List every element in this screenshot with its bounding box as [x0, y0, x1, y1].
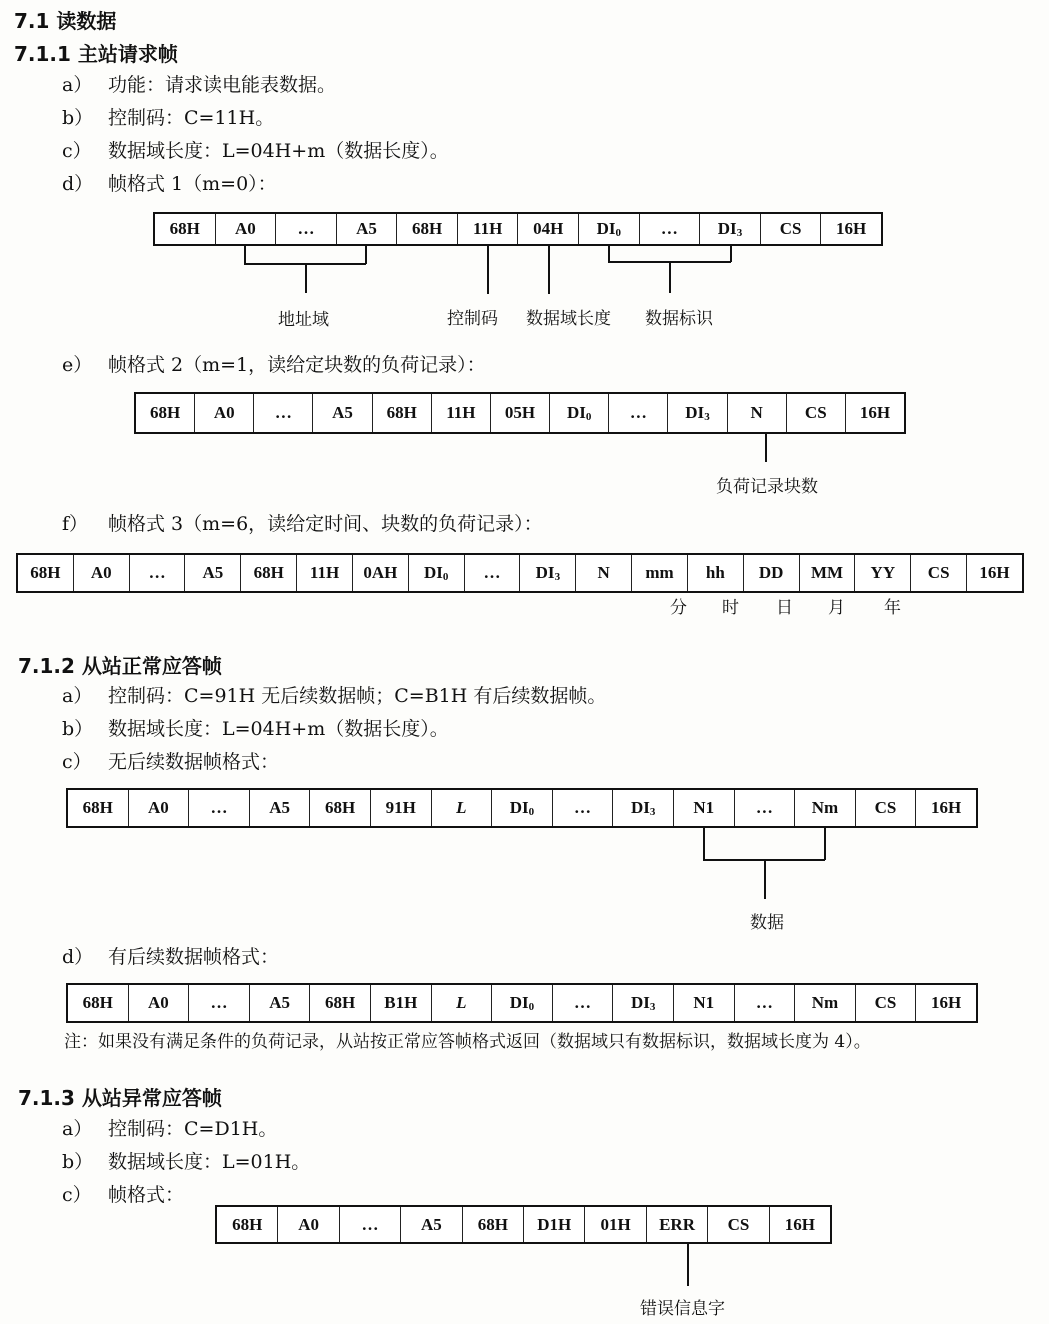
frame-cell: 68H	[396, 214, 457, 244]
frame-cell: DI $_0$	[491, 985, 552, 1021]
addr-field-caption: 地址域	[278, 310, 329, 330]
frame-cell: 16H	[966, 555, 1022, 591]
frame-cell: 68H	[309, 790, 370, 826]
data-id-caption: 数据标识	[645, 309, 713, 329]
frame-cell: 16H	[845, 394, 904, 432]
frame-cell: A0	[128, 985, 189, 1021]
frame-cell: …	[339, 1207, 400, 1242]
frame-format-2	[134, 392, 906, 434]
frame-cell: YY	[854, 555, 910, 591]
frame-cell: 16H	[820, 214, 881, 244]
frame-cell: L	[431, 985, 492, 1021]
frame-cell: A5	[184, 555, 240, 591]
frame-cell: 16H	[769, 1207, 830, 1242]
frame-cell: …	[188, 985, 249, 1021]
frame-cell: MM	[799, 555, 855, 591]
frame-cell: ERR	[646, 1207, 707, 1242]
frame-cell: A0	[215, 214, 276, 244]
frame-cell: 68H	[82, 798, 113, 817]
frame-cell: 16H	[915, 790, 976, 826]
frame-no-followup	[66, 788, 978, 828]
error-info-caption: 错误信息字	[640, 1299, 725, 1319]
frame2-connector	[765, 432, 767, 462]
section-7-1-3-title: 7.1.3 从站异常应答帧	[18, 1086, 222, 1110]
frame-cell: D1H	[523, 1207, 584, 1242]
frame-cell: N1	[673, 790, 734, 826]
frame-cell: …	[639, 214, 700, 244]
list-item: b） 控制码：C=11H。	[62, 107, 275, 129]
load-record-blocks-caption: 负荷记录块数	[716, 477, 818, 497]
frame-cell: CS	[910, 555, 966, 591]
ctrl-code-caption: 控制码	[447, 309, 498, 329]
list-item: e） 帧格式 2（m=1，读给定块数的负荷记录）：	[62, 354, 486, 376]
frame-cell: A0	[194, 394, 253, 432]
frame-cell: DI $_3$	[612, 985, 673, 1021]
frame-cell: 05H	[490, 394, 549, 432]
frame-cell: hh	[687, 555, 743, 591]
frame-cell: 11H	[457, 214, 518, 244]
list-item: f） 帧格式 3（m=6，读给定时间、块数的负荷记录）：	[62, 513, 543, 535]
frame-cell: 68H	[372, 394, 431, 432]
frame-cell: 91H	[370, 790, 431, 826]
frame-cell: 68H	[149, 403, 181, 422]
frame-cell: 68H	[232, 1214, 263, 1234]
frame-cell: 68H	[309, 985, 370, 1021]
frame-cell: CS	[855, 985, 916, 1021]
frame-cell: 68H	[462, 1207, 523, 1242]
frame-cell: …	[552, 790, 613, 826]
frame-cell: DI $_0$	[491, 790, 552, 826]
frame-cell: …	[253, 394, 312, 432]
frame-cell: Nm	[794, 985, 855, 1021]
frame-cell: 04H	[517, 214, 578, 244]
list-item: a） 控制码：C=D1H。	[62, 1118, 278, 1140]
section-7-1-1-title: 7.1.1 主站请求帧	[14, 42, 178, 66]
list-item: a） 功能：请求读电能表数据。	[62, 74, 337, 96]
list-item: d） 有后续数据帧格式：	[62, 946, 280, 968]
frame-cell: CS	[760, 214, 821, 244]
frame-cell: CS	[855, 790, 916, 826]
frame-cell: CS	[707, 1207, 768, 1242]
frame-cell: Nm	[794, 790, 855, 826]
frame-cell: B1H	[370, 985, 431, 1021]
frame-cell: DI $_0$	[408, 555, 464, 591]
section-7-1-title: 7.1 读数据	[14, 9, 117, 33]
frame-cell: DI $_0$	[549, 394, 608, 432]
frame-cell: DI $_3$	[519, 555, 575, 591]
frame-cell: 01H	[584, 1207, 645, 1242]
frame-cell: …	[275, 214, 336, 244]
frame-cell: DI $_3$	[667, 394, 726, 432]
frame-cell: 68H	[169, 219, 200, 238]
frame-cell: 0AH	[352, 555, 408, 591]
time-caption-month: 月	[828, 598, 845, 618]
list-item: b） 数据域长度：L=01H。	[62, 1151, 311, 1173]
frame-cell: A5	[249, 985, 310, 1021]
frame-abnormal-reply	[215, 1205, 832, 1244]
frame-cell: 11H	[296, 555, 352, 591]
time-caption-minute: 分	[670, 598, 687, 618]
frame-cell: A0	[73, 555, 129, 591]
frame-format-3	[16, 553, 1024, 593]
frame-cell: A5	[336, 214, 397, 244]
frame-cell: …	[734, 790, 795, 826]
time-caption-hour: 时	[722, 598, 739, 618]
frame-cell: DI $_3$	[612, 790, 673, 826]
list-item: a） 控制码：C=91H 无后续数据帧；C=B1H 有后续数据帧。	[62, 685, 607, 707]
time-caption-year: 年	[884, 598, 901, 618]
frame-with-followup	[66, 983, 978, 1023]
note-text: 注：如果没有满足条件的负荷记录，从站按正常应答帧格式返回（数据域只有数据标识，数据域长度为 4）。	[64, 1032, 871, 1052]
list-item: c） 数据域长度：L=04H+m（数据长度）。	[62, 140, 449, 162]
frame-cell: …	[464, 555, 520, 591]
frame-cell: 68H	[240, 555, 296, 591]
frame-cell: …	[608, 394, 667, 432]
frame-cell: …	[129, 555, 185, 591]
list-item: c） 无后续数据帧格式：	[62, 751, 280, 773]
frame-cell: L	[431, 790, 492, 826]
frame-cell: 11H	[431, 394, 490, 432]
frame-cell: 68H	[82, 993, 113, 1012]
frame-cell: A0	[128, 790, 189, 826]
frame-cell: CS	[786, 394, 845, 432]
data-len-caption: 数据域长度	[526, 309, 611, 329]
frame-cell: mm	[631, 555, 687, 591]
frame-cell: 16H	[915, 985, 976, 1021]
time-caption-day: 日	[776, 598, 793, 618]
frame-cell: DI $_3$	[699, 214, 760, 244]
frame-cell: N	[575, 555, 631, 591]
list-item: d） 帧格式 1（m=0）：	[62, 173, 277, 195]
frame-format-1	[153, 212, 883, 246]
list-item: b） 数据域长度：L=04H+m（数据长度）。	[62, 718, 449, 740]
frame6-connector	[687, 1242, 689, 1286]
frame-cell: A5	[312, 394, 371, 432]
frame-cell: A0	[277, 1207, 338, 1242]
frame-cell: A5	[249, 790, 310, 826]
frame-cell: DI $_0$	[578, 214, 639, 244]
frame-cell: N1	[673, 985, 734, 1021]
frame-cell: N	[727, 394, 786, 432]
frame-cell: DD	[743, 555, 799, 591]
frame-cell: …	[552, 985, 613, 1021]
frame-cell: 68H	[30, 563, 61, 582]
frame-cell: …	[188, 790, 249, 826]
frame-cell: A5	[400, 1207, 461, 1242]
list-item: c） 帧格式：	[62, 1184, 185, 1206]
data-caption: 数据	[750, 913, 784, 933]
frame-cell: …	[734, 985, 795, 1021]
section-7-1-2-title: 7.1.2 从站正常应答帧	[18, 654, 222, 678]
